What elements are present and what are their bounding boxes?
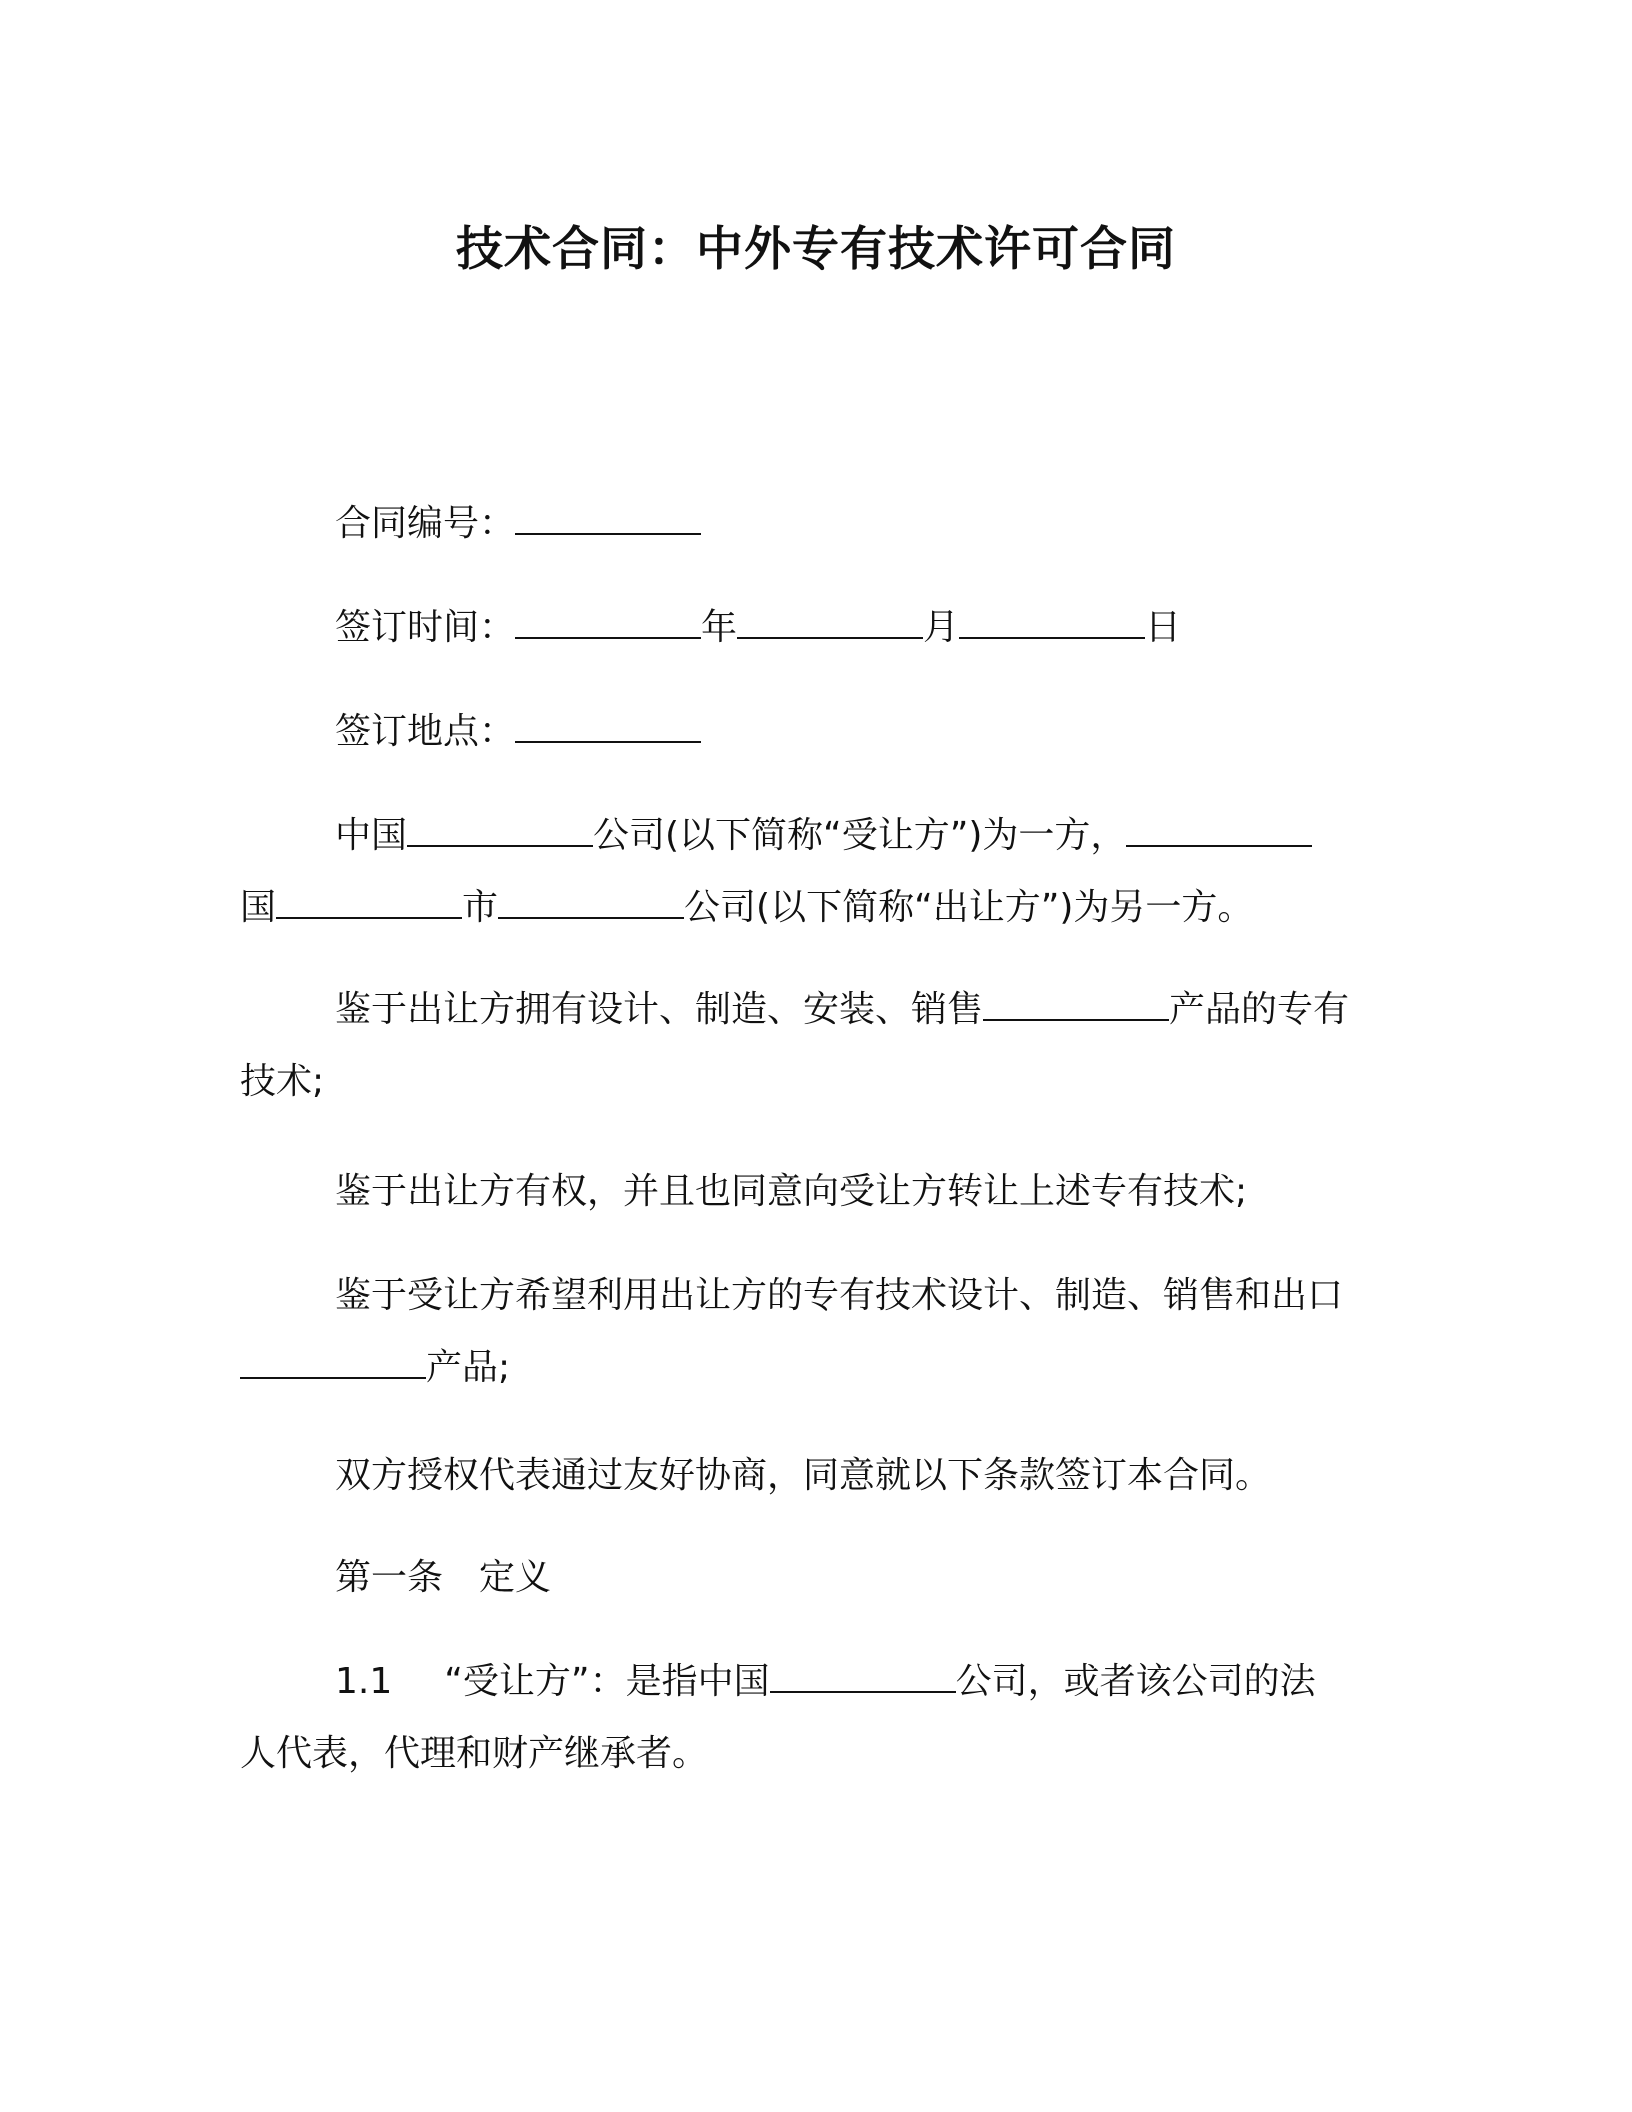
p1-blank-3 [276, 889, 462, 919]
signing-place-line [240, 696, 1380, 768]
p1-city: 市 [462, 887, 499, 928]
clause-1-1-text-c: 人代表，代理和财产继承者。 [240, 1733, 709, 1774]
whereas-paragraph-2 [240, 1156, 1380, 1228]
clause-1-1-text-a: “受让方”：是指中国 [444, 1661, 770, 1702]
p4-blank [240, 1349, 426, 1379]
month-blank [737, 609, 923, 639]
p4-text-a: 鉴于受让方希望利用出让方的专有技术设计、制造、销售和出口 [335, 1275, 1344, 1316]
p2-text-a: 鉴于出让方拥有设计、制造、安装、销售 [335, 989, 984, 1030]
signing-time-label: 签订时间： [335, 607, 516, 648]
year-blank [515, 609, 701, 639]
whereas-paragraph-1 [240, 974, 1380, 1118]
contract-number-line [240, 488, 1380, 560]
signing-time-line [240, 592, 1380, 664]
p1-country: 国 [240, 887, 277, 928]
clause-1-1-blank [770, 1663, 956, 1693]
p5-text: 双方授权代表通过友好协商，同意就以下条款签订本合同。 [335, 1455, 1272, 1496]
p1-blank-1 [407, 817, 593, 847]
document-title: 技术合同：中外专有技术许可合同 [456, 222, 1176, 277]
article-1-number: 第一条 [335, 1557, 444, 1598]
clause-1-1-text-b: 公司，或者该公司的法 [955, 1661, 1316, 1702]
p2-blank [983, 991, 1169, 1021]
article-1-heading [240, 1542, 1380, 1614]
agreement-paragraph [240, 1440, 1380, 1512]
clause-1-1 [240, 1646, 1380, 1790]
p1-blank-4 [498, 889, 684, 919]
month-label: 月 [923, 607, 960, 648]
party-paragraph [240, 800, 1380, 944]
day-blank [959, 609, 1145, 639]
signing-place-blank [515, 713, 701, 743]
p1-china: 中国 [335, 815, 408, 856]
p2-text-c: 技术; [240, 1061, 325, 1102]
contract-number-blank [515, 505, 701, 535]
whereas-paragraph-3 [240, 1260, 1380, 1404]
p1-transferor: 公司(以下简称“出让方”)为另一方。 [684, 887, 1254, 928]
p1-blank-2 [1126, 817, 1312, 847]
p1-transferee: 公司(以下简称“受让方”)为一方， [593, 815, 1127, 856]
contract-number-label: 合同编号： [335, 503, 516, 544]
article-1-title: 定义 [479, 1557, 552, 1598]
signing-place-label: 签订地点： [335, 711, 516, 752]
day-label: 日 [1145, 607, 1182, 648]
clause-1-1-number: 1.1 [335, 1661, 393, 1702]
p3-text: 鉴于出让方有权，并且也同意向受让方转让上述专有技术; [335, 1171, 1248, 1212]
year-label: 年 [701, 607, 738, 648]
p2-text-b: 产品的专有 [1169, 989, 1350, 1030]
p4-text-b: 产品; [426, 1347, 511, 1388]
